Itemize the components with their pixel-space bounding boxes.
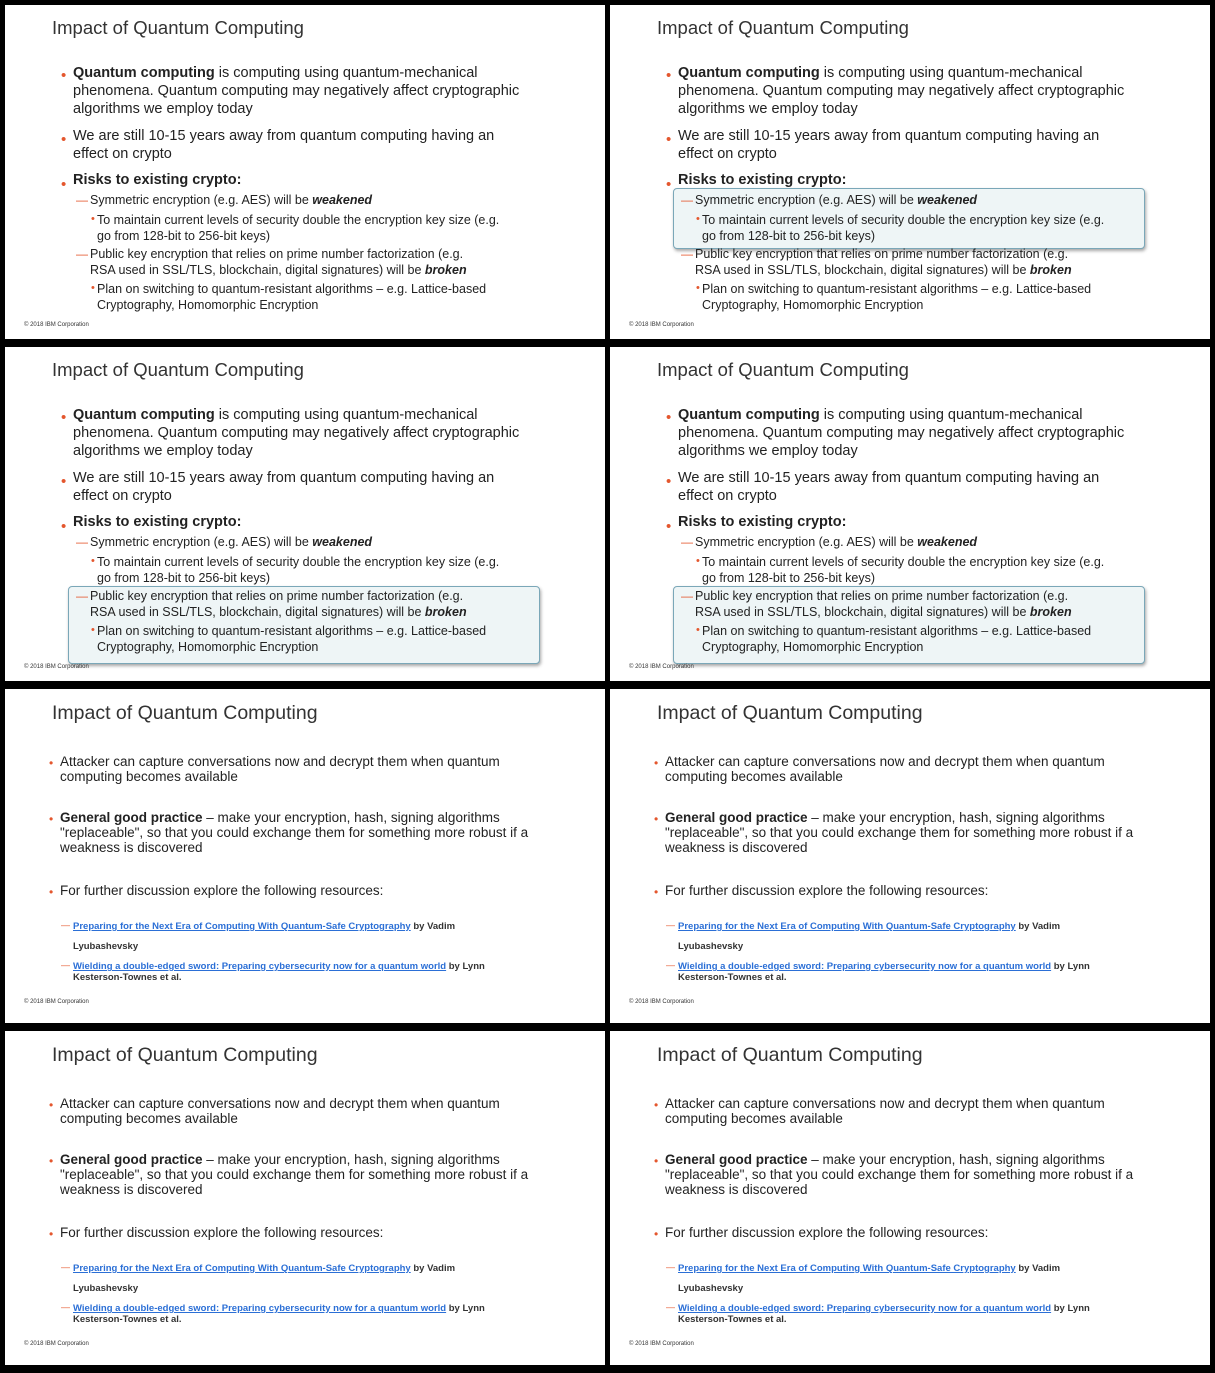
bullet-dot: •	[696, 213, 700, 225]
bullet-dot: •	[61, 131, 67, 148]
resource-2-link[interactable]: Wielding a double-edged sword: Preparing cybersecurity now for a quantum world	[678, 961, 1052, 972]
resource-2: Wielding a double-edged sword: Preparing cybersecurity now for a quantum world by Lynn	[678, 961, 1090, 972]
sub-symmetric: Symmetric encryption (e.g. AES) will be weakened	[695, 535, 978, 549]
dash-marker: —	[76, 193, 88, 207]
dash-marker: —	[681, 535, 693, 549]
dash-marker: —	[76, 535, 88, 549]
resource-1-link[interactable]: Preparing for the Next Era of Computing With Quantum-Safe Cryptography	[73, 1263, 411, 1274]
resource-2-link[interactable]: Wielding a double-edged sword: Preparing cybersecurity now for a quantum world	[73, 1303, 447, 1314]
bullet-good-practice: General good practice – make your encryption, hash, signing algorithms "replaceable", so that you could exchange them for something more robust if a weakness is discovered	[665, 810, 1134, 855]
bullet-dot: •	[61, 67, 67, 84]
bullet-timeline: We are still 10-15 years away from quantum computing having an effect on crypto	[678, 128, 1100, 162]
slide-4	[610, 347, 1210, 681]
copyright: © 2018 IBM Corporation	[629, 999, 694, 1005]
dash-marker: —	[666, 920, 675, 930]
slide-title: Impact of Quantum Computing	[657, 17, 909, 38]
sub-quantum-resistant: Plan on switching to quantum-resistant algorithms – e.g. Lattice-based Cryptography, Homomorphic Encryption	[702, 624, 1092, 654]
bullet-dot: •	[61, 518, 67, 535]
resource-1-author: Lyubashevsky	[73, 941, 139, 952]
resource-2-link[interactable]: Wielding a double-edged sword: Preparing cybersecurity now for a quantum world	[73, 961, 447, 972]
sub-quantum-resistant: Plan on switching to quantum-resistant algorithms – e.g. Lattice-based Cryptography, Homomorphic Encryption	[702, 282, 1092, 312]
slide-title: Impact of Quantum Computing	[52, 359, 304, 380]
resource-1: Preparing for the Next Era of Computing With Quantum-Safe Cryptography by Vadim	[678, 1263, 1061, 1274]
sub-public-key: Public key encryption that relies on prime number factorization (e.g. RSA used in SSL/TLS, blockchain, digital signatures) will be broken	[90, 589, 467, 619]
slide-title: Impact of Quantum Computing	[52, 1044, 318, 1066]
dash-marker: —	[681, 589, 693, 603]
resource-2: Wielding a double-edged sword: Preparing cybersecurity now for a quantum world by Lynn	[73, 1303, 485, 1314]
slide-8	[610, 1031, 1210, 1365]
bullet-definition: Quantum computing is computing using quantum-mechanical phenomena. Quantum computing may negatively affect cryptographic algorithms we employ today	[73, 65, 520, 117]
resource-1-author: Lyubashevsky	[678, 1283, 744, 1294]
bullet-dot: •	[666, 409, 672, 426]
bullet-dot: •	[49, 1098, 54, 1112]
bullet-risks: Risks to existing crypto:	[73, 514, 242, 530]
bullet-resources: For further discussion explore the following resources:	[60, 1225, 384, 1240]
slide-2	[610, 5, 1210, 339]
slide-title: Impact of Quantum Computing	[657, 1044, 923, 1066]
bullet-dot: •	[696, 282, 700, 294]
copyright: © 2018 IBM Corporation	[24, 999, 89, 1005]
dash-marker: —	[61, 1302, 70, 1312]
sub-symmetric: Symmetric encryption (e.g. AES) will be weakened	[90, 535, 373, 549]
bullet-dot: •	[666, 67, 672, 84]
sub-symmetric: Symmetric encryption (e.g. AES) will be weakened	[695, 193, 978, 207]
sub-public-key: Public key encryption that relies on prime number factorization (e.g. RSA used in SSL/TLS, blockchain, digital signatures) will be broken	[90, 247, 467, 277]
slide-5	[5, 689, 605, 1023]
copyright: © 2018 IBM Corporation	[629, 1341, 694, 1347]
resource-2-link[interactable]: Wielding a double-edged sword: Preparing cybersecurity now for a quantum world	[678, 1303, 1052, 1314]
copyright: © 2018 IBM Corporation	[24, 322, 89, 328]
bullet-dot: •	[654, 1227, 659, 1241]
bullet-good-practice: General good practice – make your encryption, hash, signing algorithms "replaceable", so that you could exchange them for something more robust if a weakness is discovered	[665, 1152, 1134, 1197]
bullet-dot: •	[666, 518, 672, 535]
dash-marker: —	[76, 247, 88, 261]
bullet-dot: •	[91, 624, 95, 636]
bullet-dot: •	[654, 812, 659, 826]
resource-1: Preparing for the Next Era of Computing With Quantum-Safe Cryptography by Vadim	[73, 1263, 456, 1274]
bullet-dot: •	[49, 756, 54, 770]
bullet-dot: •	[666, 131, 672, 148]
resource-2: Wielding a double-edged sword: Preparing cybersecurity now for a quantum world by Lynn	[73, 961, 485, 972]
bullet-resources: For further discussion explore the following resources:	[665, 883, 989, 898]
resource-1-author: Lyubashevsky	[73, 1283, 139, 1294]
sub-public-key: Public key encryption that relies on prime number factorization (e.g. RSA used in SSL/TLS, blockchain, digital signatures) will be broken	[695, 247, 1072, 277]
resource-1-link[interactable]: Preparing for the Next Era of Computing With Quantum-Safe Cryptography	[73, 921, 411, 932]
slide-title: Impact of Quantum Computing	[657, 359, 909, 380]
bullet-dot: •	[696, 624, 700, 636]
bullet-dot: •	[91, 282, 95, 294]
bullet-good-practice: General good practice – make your encryption, hash, signing algorithms "replaceable", so that you could exchange them for something more robust if a weakness is discovered	[60, 1152, 529, 1197]
sub-quantum-resistant: Plan on switching to quantum-resistant algorithms – e.g. Lattice-based Cryptography, Homomorphic Encryption	[97, 282, 487, 312]
resource-2: Wielding a double-edged sword: Preparing cybersecurity now for a quantum world by Lynn	[678, 1303, 1090, 1314]
copyright: © 2018 IBM Corporation	[24, 664, 89, 670]
bullet-attacker: Attacker can capture conversations now and decrypt them when quantum computing becomes available	[665, 754, 1105, 784]
bullet-dot: •	[61, 176, 67, 193]
resource-2-author: Kesterson-Townes et al.	[73, 1314, 182, 1325]
slide-title: Impact of Quantum Computing	[52, 17, 304, 38]
slide-3	[5, 347, 605, 681]
bullet-resources: For further discussion explore the following resources:	[665, 1225, 989, 1240]
bullet-resources: For further discussion explore the following resources:	[60, 883, 384, 898]
dash-marker: —	[61, 960, 70, 970]
bullet-dot: •	[654, 1098, 659, 1112]
bullet-dot: •	[49, 885, 54, 899]
slide-6	[610, 689, 1210, 1023]
sub-key-size: To maintain current levels of security double the encryption key size (e.g. go from 128-bit to 256-bit keys)	[97, 213, 500, 243]
bullet-attacker: Attacker can capture conversations now and decrypt them when quantum computing becomes available	[60, 754, 500, 784]
sub-key-size: To maintain current levels of security double the encryption key size (e.g. go from 128-bit to 256-bit keys)	[702, 213, 1105, 243]
resource-1: Preparing for the Next Era of Computing With Quantum-Safe Cryptography by Vadim	[678, 921, 1061, 932]
bullet-dot: •	[654, 1154, 659, 1168]
dash-marker: —	[61, 1262, 70, 1272]
slide-1	[5, 5, 605, 339]
slide-title: Impact of Quantum Computing	[52, 702, 318, 724]
copyright: © 2018 IBM Corporation	[629, 664, 694, 670]
resource-1-link[interactable]: Preparing for the Next Era of Computing With Quantum-Safe Cryptography	[678, 921, 1016, 932]
slide-title: Impact of Quantum Computing	[657, 702, 923, 724]
resource-2-author: Kesterson-Townes et al.	[678, 1314, 787, 1325]
bullet-dot: •	[49, 812, 54, 826]
bullet-definition: Quantum computing is computing using quantum-mechanical phenomena. Quantum computing may negatively affect cryptographic algorithms we employ today	[678, 65, 1125, 117]
sub-key-size: To maintain current levels of security double the encryption key size (e.g. go from 128-bit to 256-bit keys)	[702, 555, 1105, 585]
sub-quantum-resistant: Plan on switching to quantum-resistant algorithms – e.g. Lattice-based Cryptography, Homomorphic Encryption	[97, 624, 487, 654]
resource-2-author: Kesterson-Townes et al.	[73, 972, 182, 983]
bullet-dot: •	[61, 409, 67, 426]
resource-1: Preparing for the Next Era of Computing With Quantum-Safe Cryptography by Vadim	[73, 921, 456, 932]
dash-marker: —	[666, 960, 675, 970]
copyright: © 2018 IBM Corporation	[24, 1341, 89, 1347]
dash-marker: —	[666, 1262, 675, 1272]
resource-2-author: Kesterson-Townes et al.	[678, 972, 787, 983]
bullet-dot: •	[666, 473, 672, 490]
dash-marker: —	[666, 1302, 675, 1312]
bullet-dot: •	[61, 473, 67, 490]
resource-1-link[interactable]: Preparing for the Next Era of Computing With Quantum-Safe Cryptography	[678, 1263, 1016, 1274]
bullet-dot: •	[91, 213, 95, 225]
bullet-definition: Quantum computing is computing using quantum-mechanical phenomena. Quantum computing may negatively affect cryptographic algorithms we employ today	[73, 407, 520, 459]
dash-marker: —	[681, 193, 693, 207]
bullet-timeline: We are still 10-15 years away from quantum computing having an effect on crypto	[73, 470, 495, 504]
bullet-risks: Risks to existing crypto:	[678, 172, 847, 188]
bullet-definition: Quantum computing is computing using quantum-mechanical phenomena. Quantum computing may negatively affect cryptographic algorithms we employ today	[678, 407, 1125, 459]
bullet-good-practice: General good practice – make your encryption, hash, signing algorithms "replaceable", so that you could exchange them for something more robust if a weakness is discovered	[60, 810, 529, 855]
sub-symmetric: Symmetric encryption (e.g. AES) will be weakened	[90, 193, 373, 207]
bullet-risks: Risks to existing crypto:	[678, 514, 847, 530]
dash-marker: —	[76, 589, 88, 603]
bullet-attacker: Attacker can capture conversations now and decrypt them when quantum computing becomes available	[60, 1096, 500, 1126]
bullet-dot: •	[49, 1154, 54, 1168]
copyright: © 2018 IBM Corporation	[629, 322, 694, 328]
resource-1-author: Lyubashevsky	[678, 941, 744, 952]
bullet-dot: •	[666, 176, 672, 193]
sub-key-size: To maintain current levels of security double the encryption key size (e.g. go from 128-bit to 256-bit keys)	[97, 555, 500, 585]
bullet-risks: Risks to existing crypto:	[73, 172, 242, 188]
dash-marker: —	[61, 920, 70, 930]
bullet-dot: •	[91, 555, 95, 567]
dash-marker: —	[681, 247, 693, 261]
slide-7	[5, 1031, 605, 1365]
bullet-attacker: Attacker can capture conversations now and decrypt them when quantum computing becomes available	[665, 1096, 1105, 1126]
bullet-dot: •	[654, 756, 659, 770]
sub-public-key: Public key encryption that relies on prime number factorization (e.g. RSA used in SSL/TLS, blockchain, digital signatures) will be broken	[695, 589, 1072, 619]
bullet-dot: •	[49, 1227, 54, 1241]
bullet-dot: •	[696, 555, 700, 567]
bullet-timeline: We are still 10-15 years away from quantum computing having an effect on crypto	[678, 470, 1100, 504]
bullet-timeline: We are still 10-15 years away from quantum computing having an effect on crypto	[73, 128, 495, 162]
bullet-dot: •	[654, 885, 659, 899]
